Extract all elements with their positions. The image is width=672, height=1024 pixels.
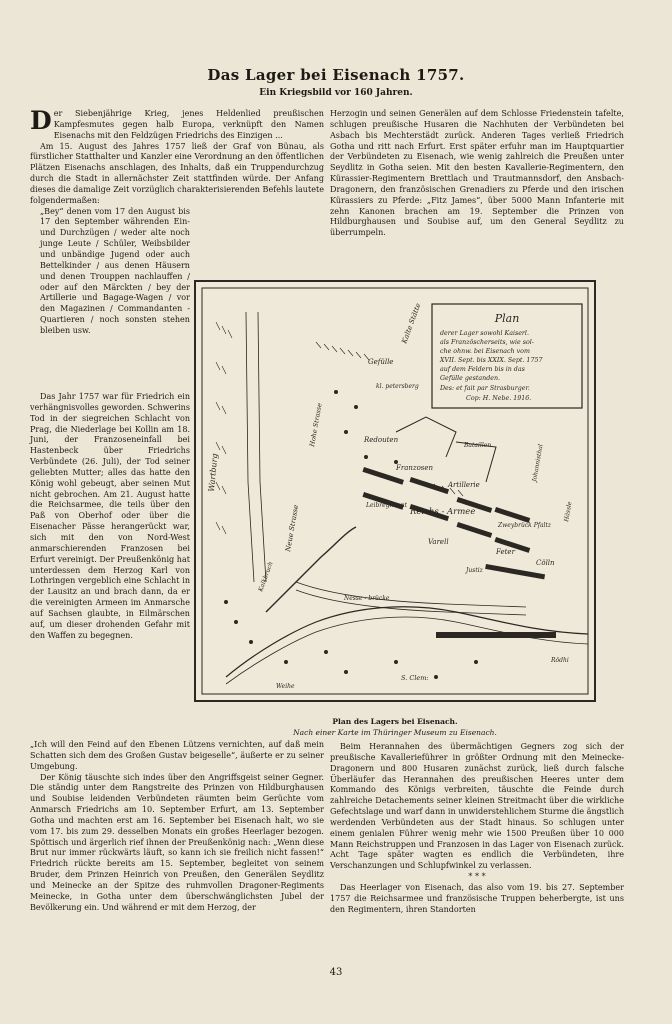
cartouche-line: che ohnw. bei Eisenach vom <box>440 348 530 355</box>
label-nesse-bruecke: Nesse - brücke <box>344 595 390 602</box>
paragraph-intro: er Siebenjährige Krieg, jenes Heldenlied preußischen Kampfesmutes gegen halb Europa, verknüpft den Namen Eisenachs mit den Feldzügen Friedrichs des Einzigen ... <box>53 109 324 140</box>
cartouche-line: derer Lager sowohl Kaiserl. <box>440 330 529 337</box>
label-kalte-staette: Kalte Stätte <box>400 302 423 345</box>
label-artillerie: Artillerie <box>448 481 480 489</box>
label-st-clem: S. Clem: <box>401 674 429 682</box>
paragraph-heerlager: Das Heerlager von Eisenach, das also vom 19. bis 27. September 1757 die Reichsarmee und französische Truppen beherbergte, ist uns den Regimentern, ihren Standorten <box>330 882 624 914</box>
page-number: 43 <box>329 967 343 978</box>
cartouche-line: Des: et fait par Strasburger. <box>440 385 530 392</box>
label-reichs-armee: Reichs - Armee <box>410 507 476 517</box>
label-bataillon: Bataillon <box>464 442 492 449</box>
label-kalkbruch: Kalkbruch <box>257 560 275 593</box>
label-johannisthal: Johannisthal <box>531 443 545 483</box>
paragraph-1757: Das Jahr 1757 war für Friedrich ein verhängnisvolles geworden. Schwerins Tod in der siegreichen Schlacht von Prag, die Niederlage bei Kollin am 18. Juni, der Franzoseneinfall bei Hastenbeck über Friedrichs Verbündete (26. Juli), der Tod seiner geliebten Mutter; alles das hatte den König wohl gebeugt, aber seinen Mut nicht gebrochen. Am 21. August hatte die Reichsarmee, die teils über den Paß von Oberhof oder über die Eisenacher Pässe herangerückt war, sich mit den von Nord-West anmarschierenden Franzosen bei Erfurt vereinigt. Der Preußenkönig hat unterdessen dem Herzog Karl von Lothringen vergeblich eine Schlacht in der Lausitz an und brach dann, da er die vereinigten Armeen im Anmarsche auf Sachsen glaubte, in Eilmärschen auf, um dieser drohenden Gefahr mit den Waffen zu begegnen. <box>30 392 190 640</box>
decree-quote: „Bey“ denen vom 17 den August bis 17 den September währenden Ein- und Durchzügen / weder alte noch junge Leute / Schüler, Weibsbilder und unbändige Jugend oder auch Bettelkinder / aus denen Häusern und denen Trouppen nachlauffen / oder auf den Märckten / bey der Artillerie und Bagage-Wagen / vor den Magazinen / Commandanten - Quartieren / noch sonsten stehen bleiben usw. <box>40 206 190 335</box>
cartouche-title: Plan <box>494 312 520 325</box>
label-hohe-strasse: Hohe Strasse <box>308 402 324 448</box>
article-subtitle: Ein Kriegsbild vor 160 Jahren. <box>259 88 413 98</box>
paragraph-gotha: Herzogin und seinen Generälen auf dem Schlosse Friedenstein tafelte, schlugen preußische Husaren die Nachhuten der Verbündeten bei Asbach bis Mechterstädt zurück. Anderen Tages verließ Friedrich Gotha und ritt nach Erfurt. Erst später erfuhr man im Hauptquartier der Verbündeten zu Eisenach, wie wenig zahlreich die Preußen unter Seydlitz in Gotha seien. Mit den besten Kavallerie-Regimentern, den Kürassier-Regimentern Brettlach und Trautmannsdorf, den Ansbach-Dragonern, den französischen Grenadiers zu Pferde und den irischen Kürassiers zu Pferde: „Fitz James“, über 5000 Mann Infanterie mit zehn Kanonen brachen am 19. September die Prinzen von Hildburghausen und Soubise auf, um den General Seydlitz zu überrumpeln. <box>330 109 624 238</box>
label-zweybrueck: Zweybrück Pfaltz <box>498 522 552 529</box>
column-left-bottom <box>30 740 324 914</box>
label-wartburg: Wartburg <box>207 452 220 493</box>
label-kl-petersberg: kl. petersberg <box>376 383 419 390</box>
paragraph-luetzen: „Ich will den Feind auf den Ebenen Lützens vernichten, auf daß mein Schatten sich dem des Großen Gustav beigeselle“, äußerte er zu seiner Umgebung. <box>30 740 324 771</box>
drop-cap: D <box>30 106 52 135</box>
map-drawing <box>196 282 594 700</box>
cartouche-line: Cop: H. Nebe. 1916. <box>466 395 532 402</box>
section-divider: * * * <box>468 872 486 882</box>
column-left-narrow <box>30 392 190 641</box>
map-caption-source: Nach einer Karte im Thüringer Museum zu Eisenach. <box>293 728 497 737</box>
column-right-top <box>330 109 624 239</box>
label-coelln: Cölln <box>536 559 555 567</box>
paragraph-seydlitz: Beim Herannahen des übermächtigen Gegners zog sich der preußische Kavallerieführer in größter Ordnung mit den Meinecke-Dragonern und 800 Husaren zunächst zurück, ließ durch falsche Überläufer das Herannahen des preußischen Heeres unter dem Kommando des Königs verbreiten, täuschte die Feinde durch zahlreiche Detachements seiner kleinen Streitmacht über die wirkliche Gefechtslage und warf dann in unwiderstehlichem Sturme die ängstlich werdenden Verbündeten aus der Stadt hinaus. So schlugen unter einem genialen Führer wenig mehr wie 1500 Preußen über 10 000 Mann Reichstruppen und Franzosen in das Lager von Eisenach zurück. Acht Tage später wagten es endlich die Verbündeten, ihre Verschanzungen und Schlupfwinkel zu verlassen. <box>330 742 624 871</box>
label-weihe: Weihe <box>276 683 295 690</box>
label-justiz: Justiz <box>466 567 483 574</box>
label-roedhi: Rödhi <box>551 657 569 664</box>
label-redouten: Redouten <box>364 436 399 444</box>
label-varell: Varell <box>428 538 449 546</box>
paragraph-king: Der König täuschte sich indes über den Angriffsgeist seiner Gegner. Die ständig unter dem Rangstreite des Prinzen von Hildburghausen und Soubise leidenden Verbündeten räumten beim Gerüchte vom Anmarsch Friedrichs am 10. September Erfurt, am 13. September Gotha und machten erst am 16. September bei Eisenach halt, wo sie vom 17. bis zum 29. desselben Monats ein großes Heerlager bezogen. Spöttisch und ärgerlich rief ihnen der Preußenkönig nach: „Wenn diese Brut nur immer rückwärts läuft, so kann ich sie freilich nicht fassen!“ Friedrich rückte bereits am 15. September, begleitet von seinem Bruder, dem Prinzen Heinrich von Preußen, den Generälen Seydlitz und Meinecke an der Spitze des ruhmvollen Dragoner-Regiments Meinecke, in Gotha unter dem überschwänglichsten Jubel der Bevölkerung ein. Und während er mit dem Herzog, der <box>30 772 324 912</box>
label-neue-strasse: Neue Strasse <box>284 504 301 553</box>
article-title: Das Lager bei Eisenach 1757. <box>207 66 465 84</box>
cartouche-line: auf dem Feldern bis in das <box>440 366 525 373</box>
cartouche-line: XVII. Sept. bis XXIX. Sept. 1757 <box>440 357 543 364</box>
historical-map <box>194 280 596 702</box>
column-right-bottom <box>330 742 624 916</box>
paragraph-decree: Am 15. August des Jahres 1757 ließ der Graf von Bünau, als fürstlicher Statthalter und Kanzler eine Verordnung an den öffentlichen Plätzen Eisenachs anschlagen, des Inhalts, daß ein Truppendurchzug durch die Stadt in allernächster Zeit stattfinden würde. Der Anfang dieses die damalige Zeit vorzüglich charakterisierenden Befehls lautete folgendermaßen: <box>30 141 324 205</box>
label-haesle: Hässle <box>563 501 574 523</box>
label-gefuelle: Gefülle <box>368 358 394 366</box>
label-feter: Feter <box>496 548 515 556</box>
map-caption-title: Plan des Lagers bei Eisenach. <box>332 717 458 726</box>
label-leibregiment: Leibregiment <box>366 502 407 509</box>
label-franzosen: Franzosen <box>396 464 434 472</box>
cartouche-line: Gefülle gestanden. <box>440 375 501 382</box>
cartouche-line: als Französcherseits, wie sol- <box>440 339 534 346</box>
